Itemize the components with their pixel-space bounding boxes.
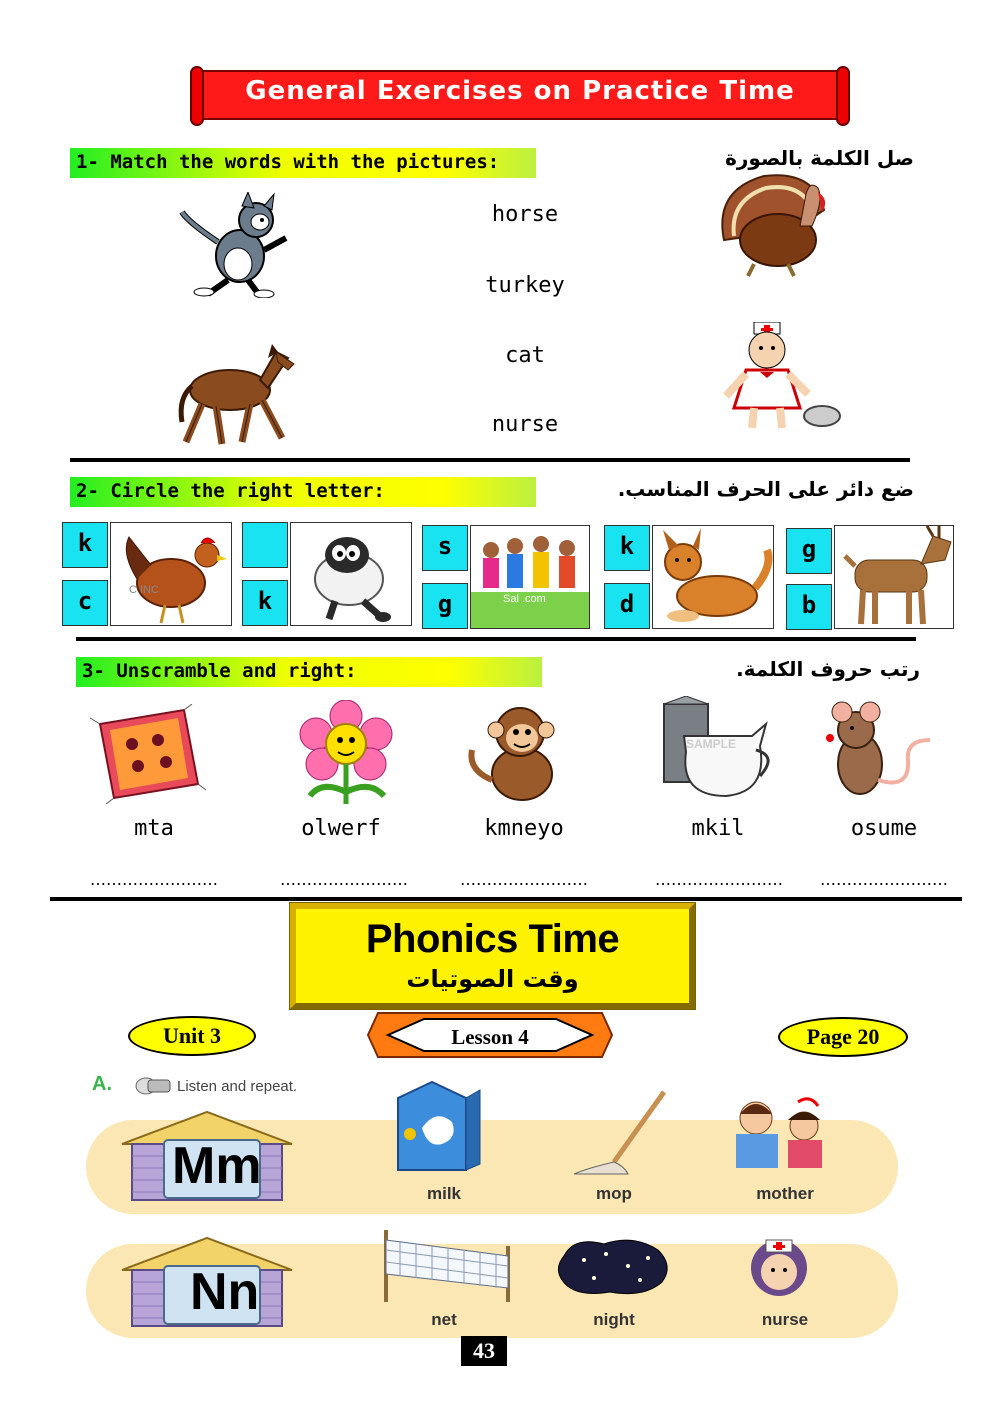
word-mother: mother <box>756 1184 814 1203</box>
cd-icon <box>134 1076 172 1096</box>
girls-watermark: Sal .com <box>503 593 546 605</box>
dog-picture <box>653 526 774 629</box>
milk-watermark: SAMPLE <box>686 737 737 751</box>
exercise-3-heading: 3- Unscramble and right: <box>76 657 542 687</box>
letter-option-k[interactable]: k <box>62 522 108 568</box>
net-picture <box>376 1226 518 1306</box>
exercise-1-arabic: صل الكلمة بالصورة <box>725 146 914 170</box>
section-letter: A. <box>92 1073 112 1095</box>
word-mop: mop <box>596 1184 632 1203</box>
phonics-arabic: وقت الصوتيات <box>406 965 579 993</box>
divider-2 <box>76 637 916 641</box>
answer-blank-1[interactable]: …………………… <box>90 870 218 889</box>
word-nurse: nurse <box>491 412 559 437</box>
answer-blank-3[interactable]: …………………… <box>460 870 588 889</box>
answer-blank-5[interactable]: …………………… <box>820 870 948 889</box>
horse-picture <box>172 338 298 448</box>
hen-picture <box>111 523 232 626</box>
word-cat: cat <box>505 343 545 368</box>
word-milk: milk <box>426 1184 462 1203</box>
banner-curl-right <box>836 66 850 126</box>
letter-option-k-3[interactable]: k <box>604 525 650 571</box>
word-horse: horse <box>491 202 559 227</box>
letters-mm: Mm <box>172 1137 262 1195</box>
answer-blank-4[interactable]: …………………… <box>655 870 783 889</box>
letter-option-blank[interactable] <box>242 522 288 568</box>
turkey-picture <box>714 170 838 278</box>
letter-option-g-2[interactable]: g <box>786 528 832 574</box>
hen-watermark: C INC <box>129 584 159 596</box>
letter-option-d[interactable]: d <box>604 583 650 629</box>
scramble-word-4: mkil <box>691 816 745 841</box>
exercise-1-heading: 1- Match the words with the pictures: <box>70 148 536 178</box>
letter-option-b[interactable]: b <box>786 584 832 630</box>
scramble-word-3: kmneyo <box>484 816 564 841</box>
milk-carton-picture <box>392 1078 488 1176</box>
letter-option-c[interactable]: c <box>62 580 108 626</box>
phonics-title-box <box>290 903 695 1009</box>
scramble-word-5: osume <box>850 816 918 841</box>
mouse-picture <box>820 700 940 806</box>
flower-picture <box>288 700 404 806</box>
word-turkey: turkey <box>485 273 565 298</box>
exercise-2-arabic: ضع دائر على الحرف المناسب. <box>617 477 914 501</box>
answer-blank-2[interactable]: …………………… <box>280 870 408 889</box>
goat-picture-box <box>834 525 954 629</box>
milk-picture <box>656 696 780 806</box>
rug-picture <box>86 704 210 804</box>
hen-picture-box <box>110 522 232 626</box>
page-badge: Page 20 <box>778 1017 908 1057</box>
word-net: net <box>431 1310 457 1329</box>
girls-picture-box <box>470 525 590 629</box>
letters-nn: Nn <box>190 1263 260 1321</box>
exercise-3-arabic: رتب حروف الكلمة. <box>736 657 920 681</box>
banner-curl-left <box>190 66 204 126</box>
banner-title: General Exercises on Practice Time <box>245 76 795 106</box>
mother-picture <box>724 1096 840 1168</box>
scramble-word-2: olwerf <box>301 816 381 841</box>
word-nurse-phonics: nurse <box>761 1310 809 1329</box>
lesson-label: Lesson 4 <box>451 1025 529 1049</box>
title-banner <box>190 66 850 126</box>
letter-option-k-2[interactable]: k <box>242 580 288 626</box>
divider-3 <box>50 897 962 901</box>
letter-option-s[interactable]: s <box>422 525 468 571</box>
sheep-picture <box>291 523 412 626</box>
letter-option-g[interactable]: g <box>422 583 468 629</box>
night-picture <box>554 1236 674 1298</box>
divider-1 <box>70 458 910 462</box>
goat-picture <box>835 526 954 629</box>
scramble-word-1: mta <box>134 816 174 841</box>
dog-picture-box <box>652 525 774 629</box>
listen-instruction: Listen and repeat. <box>177 1078 298 1095</box>
unit-badge: Unit 3 <box>128 1016 256 1056</box>
nurse-head-picture <box>748 1230 810 1304</box>
nurse-picture <box>716 322 844 434</box>
cat-picture <box>178 192 296 298</box>
sheep-picture-box <box>290 522 412 626</box>
mop-picture <box>568 1088 672 1178</box>
girls-picture <box>471 526 590 629</box>
exercise-2-heading: 2- Circle the right letter: <box>70 477 536 507</box>
monkey-picture <box>462 700 580 806</box>
page-number: 43 <box>461 1336 507 1366</box>
phonics-title: Phonics Time <box>365 917 620 961</box>
word-night: night <box>593 1310 635 1329</box>
